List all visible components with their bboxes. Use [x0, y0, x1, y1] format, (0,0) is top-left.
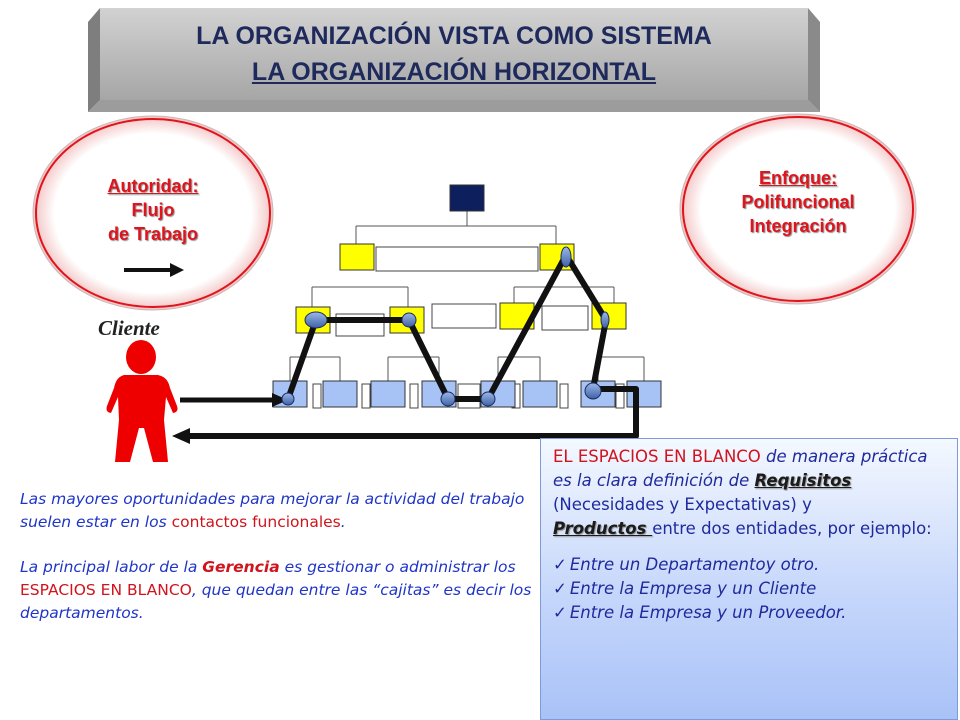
- authority-line-flow: Flujo: [131, 200, 175, 220]
- org-box: [523, 381, 557, 407]
- text-span: Las mayores oportunidades para mejorar la actividad del trabajo suelen estar en los: [20, 490, 525, 531]
- workflow-path: [172, 255, 636, 444]
- white-space-callout: [540, 438, 958, 720]
- focus-heading: Enfoque:: [759, 168, 837, 188]
- org-box: [323, 381, 357, 407]
- workflow-node: [561, 247, 571, 267]
- focus-label: [718, 166, 878, 238]
- workflow-node: [282, 393, 294, 405]
- authority-line-work: de Trabajo: [107, 224, 199, 244]
- text-span: , que quedan entre las “cajitas” es decir los departamentos.: [20, 581, 532, 622]
- list-item-text: Entre un Departamentoy otro.: [569, 555, 820, 574]
- explanation-text: [20, 488, 532, 625]
- list-item-text: Entre la Empresa y un Proveedor.: [569, 603, 847, 622]
- org-box-top: [450, 185, 484, 211]
- list-item: [553, 577, 947, 601]
- workflow-node: [601, 312, 609, 328]
- text-span: (Necesidades y Expectativas) y: [553, 495, 812, 514]
- org-box: [371, 381, 405, 407]
- text-span: de manera práctica es la clara definición de: [553, 447, 928, 490]
- list-item: [553, 553, 947, 577]
- checkmark-icon: ✓: [553, 603, 567, 622]
- authority-heading: Autoridad:: [107, 176, 199, 196]
- example-list: [553, 553, 947, 625]
- list-item: [553, 601, 947, 625]
- workflow-node: [441, 392, 455, 406]
- explanation-paragraph-2: [20, 556, 532, 625]
- workflow-node: [305, 312, 327, 328]
- text-span: La principal labor de la: [20, 558, 203, 576]
- text-span: .: [340, 513, 346, 531]
- text-span: entre dos entidades, por ejemplo:: [652, 519, 932, 538]
- customer-label: Cliente: [98, 316, 160, 340]
- callout-paragraph: [553, 445, 947, 541]
- org-box: [340, 244, 374, 270]
- org-box: [627, 381, 661, 407]
- customer-figure-icon: [107, 340, 178, 462]
- workflow-node: [481, 392, 495, 406]
- checkmark-icon: ✓: [553, 555, 567, 574]
- explanation-paragraph-1: [20, 488, 532, 534]
- focus-line-integration: Integración: [749, 216, 847, 236]
- white-spaces-highlight: ESPACIOS EN BLANCO: [20, 581, 192, 599]
- functional-contacts-highlight: contactos funcionales: [171, 513, 341, 531]
- products-term: Productos: [553, 519, 653, 538]
- management-highlight: Gerencia: [202, 558, 280, 576]
- text-span: es gestionar o administrar los: [279, 558, 516, 576]
- workflow-node: [402, 313, 416, 327]
- page-title: LA ORGANIZACIÓN VISTA COMO SISTEMA: [196, 22, 712, 50]
- authority-label: [93, 174, 213, 246]
- checkmark-icon: ✓: [553, 579, 567, 598]
- focus-line-polifunctional: Polifuncional: [741, 192, 855, 212]
- page-subtitle: LA ORGANIZACIÓN HORIZONTAL: [251, 58, 657, 86]
- requirements-term: Requisitos: [754, 471, 852, 490]
- workflow-node: [585, 383, 601, 399]
- callout-lead: EL ESPACIOS EN BLANCO: [553, 447, 761, 466]
- list-item-text: Entre la Empresa y un Cliente: [569, 579, 817, 598]
